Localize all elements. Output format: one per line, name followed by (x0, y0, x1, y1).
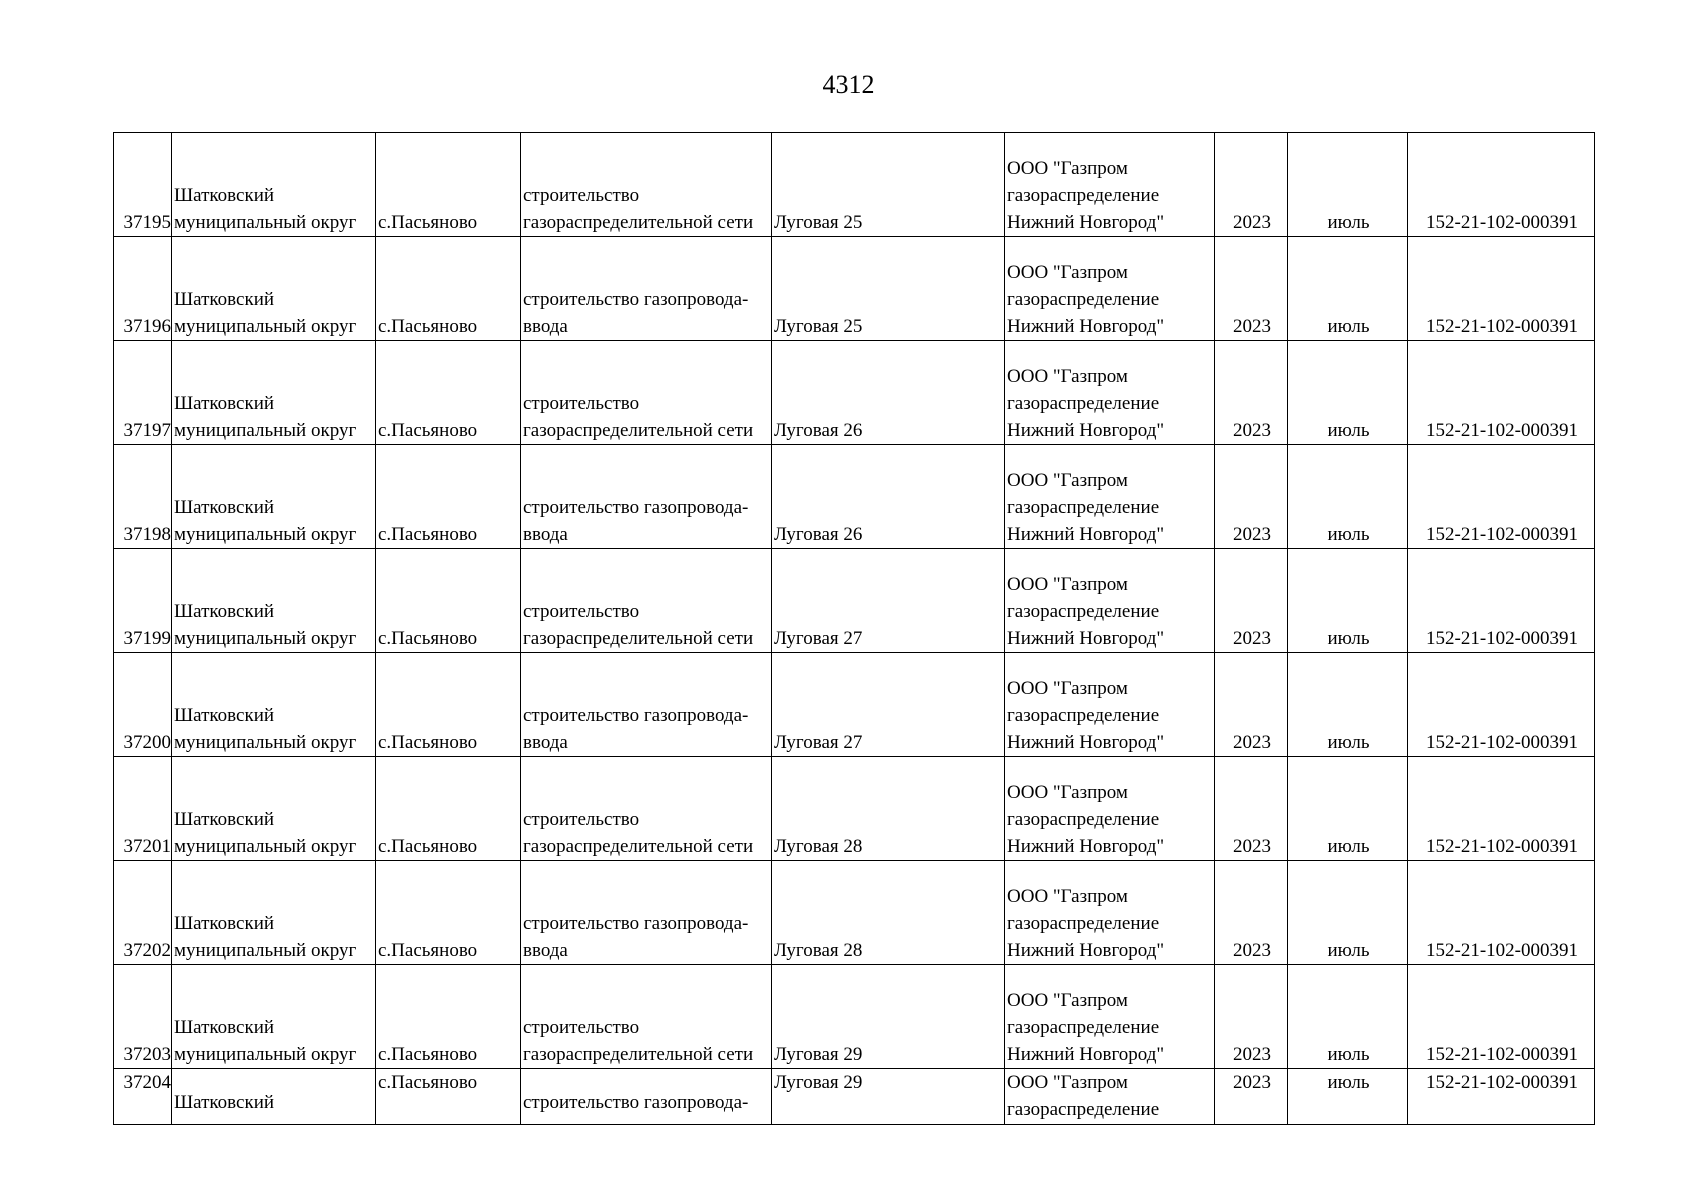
table-row (114, 445, 1595, 549)
cell-line: ввода (523, 732, 568, 753)
cell-line: ООО "Газпром (1007, 366, 1128, 387)
cell-line: Шатковский (174, 1092, 275, 1113)
year-cell: 2023 (1215, 653, 1288, 757)
cell-line: Шатковский (174, 497, 275, 518)
cell-line: муниципальный округ (174, 940, 357, 961)
cell-line: газораспределение (1007, 393, 1160, 414)
table-row (114, 861, 1595, 965)
year-cell: 2023 (1215, 549, 1288, 653)
row-number: 37197 (114, 341, 172, 445)
year-cell: 2023 (1215, 237, 1288, 341)
district-cell (172, 653, 376, 757)
cell-line: газораспределительной сети (523, 1044, 754, 1065)
address-cell: Луговая 26 (772, 445, 1005, 549)
row-number: 37200 (114, 653, 172, 757)
work-type-cell (521, 445, 772, 549)
cell-line: ООО "Газпром (1007, 1072, 1128, 1093)
district-cell (172, 549, 376, 653)
cell-line: газораспределительной сети (523, 212, 754, 233)
row-number: 37201 (114, 757, 172, 861)
district-cell (172, 237, 376, 341)
month-cell: июль (1288, 965, 1408, 1069)
cell-line: газораспределение (1007, 705, 1160, 726)
address-cell: Луговая 26 (772, 341, 1005, 445)
cell-line: газораспределение (1007, 601, 1160, 622)
row-number: 37195 (114, 133, 172, 237)
month-cell: июль (1288, 445, 1408, 549)
cell-line: Нижний Новгород" (1007, 524, 1165, 545)
cell-line: строительство (523, 185, 640, 206)
year-cell: 2023 (1215, 133, 1288, 237)
cell-line: Шатковский (174, 601, 275, 622)
cell-line: строительство (523, 1017, 640, 1038)
code-cell: 152-21-102-000391 (1408, 237, 1595, 341)
district-cell (172, 861, 376, 965)
district-cell (172, 341, 376, 445)
cell-line: муниципальный округ (174, 524, 357, 545)
code-cell: 152-21-102-000391 (1408, 757, 1595, 861)
owner-cell (1005, 965, 1215, 1069)
settlement-cell: с.Пасьяново (376, 861, 521, 965)
month-cell: июль (1288, 757, 1408, 861)
cell-line: Шатковский (174, 913, 275, 934)
month-cell: июль (1288, 237, 1408, 341)
district-cell (172, 965, 376, 1069)
district-cell (172, 1069, 376, 1125)
month-cell: июль (1288, 861, 1408, 965)
cell-line: ООО "Газпром (1007, 574, 1128, 595)
cell-line: Нижний Новгород" (1007, 836, 1165, 857)
table-row (114, 237, 1595, 341)
work-type-cell (521, 237, 772, 341)
cell-line: ООО "Газпром (1007, 990, 1128, 1011)
row-number: 37199 (114, 549, 172, 653)
table-row (114, 549, 1595, 653)
year-cell: 2023 (1215, 965, 1288, 1069)
cell-line: ООО "Газпром (1007, 470, 1128, 491)
cell-line: муниципальный округ (174, 1044, 357, 1065)
address-cell: Луговая 28 (772, 757, 1005, 861)
table-row (114, 133, 1595, 237)
district-cell (172, 133, 376, 237)
cell-line: муниципальный округ (174, 732, 357, 753)
year-cell: 2023 (1215, 1069, 1288, 1125)
cell-line: муниципальный округ (174, 212, 357, 233)
address-cell: Луговая 28 (772, 861, 1005, 965)
cell-line: Нижний Новгород" (1007, 940, 1165, 961)
cell-line: Шатковский (174, 185, 275, 206)
cell-line: строительство (523, 393, 640, 414)
row-number: 37196 (114, 237, 172, 341)
code-cell: 152-21-102-000391 (1408, 861, 1595, 965)
work-type-cell (521, 757, 772, 861)
cell-line: Нижний Новгород" (1007, 732, 1165, 753)
cell-line: газораспределение (1007, 1099, 1160, 1120)
cell-line: строительство газопровода- (523, 497, 749, 518)
address-cell: Луговая 29 (772, 1069, 1005, 1125)
cell-line: муниципальный округ (174, 836, 357, 857)
cell-line: газораспределение (1007, 185, 1160, 206)
owner-cell (1005, 757, 1215, 861)
cell-line: Шатковский (174, 1017, 275, 1038)
owner-cell (1005, 133, 1215, 237)
row-number: 37198 (114, 445, 172, 549)
code-cell: 152-21-102-000391 (1408, 133, 1595, 237)
owner-cell (1005, 1069, 1215, 1125)
cell-line: Нижний Новгород" (1007, 1044, 1165, 1065)
cell-line: ввода (523, 940, 568, 961)
cell-line: муниципальный округ (174, 316, 357, 337)
cell-line: Шатковский (174, 809, 275, 830)
cell-line: газораспределительной сети (523, 420, 754, 441)
month-cell: июль (1288, 133, 1408, 237)
cell-line: муниципальный округ (174, 628, 357, 649)
cell-line: строительство газопровода- (523, 1092, 749, 1113)
table-row (114, 757, 1595, 861)
owner-cell (1005, 653, 1215, 757)
cell-line: газораспределительной сети (523, 836, 754, 857)
month-cell: июль (1288, 341, 1408, 445)
cell-line: Шатковский (174, 289, 275, 310)
code-cell: 152-21-102-000391 (1408, 445, 1595, 549)
code-cell: 152-21-102-000391 (1408, 653, 1595, 757)
settlement-cell: с.Пасьяново (376, 1069, 521, 1125)
district-cell (172, 757, 376, 861)
row-number: 37202 (114, 861, 172, 965)
cell-line: ввода (523, 524, 568, 545)
code-cell: 152-21-102-000391 (1408, 965, 1595, 1069)
settlement-cell: с.Пасьяново (376, 237, 521, 341)
cell-line: газораспределение (1007, 809, 1160, 830)
work-type-cell (521, 1069, 772, 1125)
cell-line: газораспределение (1007, 289, 1160, 310)
cell-line: строительство газопровода- (523, 289, 749, 310)
settlement-cell: с.Пасьяново (376, 549, 521, 653)
cell-line: ввода (523, 316, 568, 337)
registry-rows (114, 133, 1595, 1125)
work-type-cell (521, 549, 772, 653)
code-cell: 152-21-102-000391 (1408, 1069, 1595, 1125)
owner-cell (1005, 237, 1215, 341)
cell-line: Шатковский (174, 393, 275, 414)
address-cell: Луговая 25 (772, 133, 1005, 237)
work-type-cell (521, 133, 772, 237)
address-cell: Луговая 25 (772, 237, 1005, 341)
cell-line: Нижний Новгород" (1007, 316, 1165, 337)
table-row (114, 965, 1595, 1069)
settlement-cell: с.Пасьяново (376, 757, 521, 861)
settlement-cell: с.Пасьяново (376, 965, 521, 1069)
month-cell: июль (1288, 653, 1408, 757)
settlement-cell: с.Пасьяново (376, 133, 521, 237)
address-cell: Луговая 27 (772, 549, 1005, 653)
row-number: 37203 (114, 965, 172, 1069)
cell-line: ООО "Газпром (1007, 886, 1128, 907)
cell-line: ООО "Газпром (1007, 782, 1128, 803)
owner-cell (1005, 341, 1215, 445)
cell-line: газораспределение (1007, 913, 1160, 934)
cell-line: Нижний Новгород" (1007, 212, 1165, 233)
year-cell: 2023 (1215, 757, 1288, 861)
cell-line: ООО "Газпром (1007, 262, 1128, 283)
settlement-cell: с.Пасьяново (376, 653, 521, 757)
code-cell: 152-21-102-000391 (1408, 549, 1595, 653)
district-cell (172, 445, 376, 549)
registry-table (113, 132, 1595, 1125)
owner-cell (1005, 861, 1215, 965)
cell-line: ООО "Газпром (1007, 158, 1128, 179)
code-cell: 152-21-102-000391 (1408, 341, 1595, 445)
row-number: 37204 (114, 1069, 172, 1125)
cell-line: строительство газопровода- (523, 705, 749, 726)
cell-line: строительство (523, 601, 640, 622)
work-type-cell (521, 341, 772, 445)
cell-line: строительство газопровода- (523, 913, 749, 934)
cell-line: Нижний Новгород" (1007, 628, 1165, 649)
cell-line: газораспределение (1007, 497, 1160, 518)
month-cell: июль (1288, 549, 1408, 653)
cell-line: газораспределительной сети (523, 628, 754, 649)
cell-line: Нижний Новгород" (1007, 420, 1165, 441)
settlement-cell: с.Пасьяново (376, 445, 521, 549)
year-cell: 2023 (1215, 445, 1288, 549)
work-type-cell (521, 965, 772, 1069)
page-number: 4312 (822, 70, 875, 99)
work-type-cell (521, 861, 772, 965)
table-row (114, 341, 1595, 445)
cell-line: ООО "Газпром (1007, 678, 1128, 699)
cell-line: строительство (523, 809, 640, 830)
owner-cell (1005, 445, 1215, 549)
address-cell: Луговая 29 (772, 965, 1005, 1069)
month-cell: июль (1288, 1069, 1408, 1125)
owner-cell (1005, 549, 1215, 653)
cell-line: муниципальный округ (174, 420, 357, 441)
settlement-cell: с.Пасьяново (376, 341, 521, 445)
year-cell: 2023 (1215, 341, 1288, 445)
table-row (114, 653, 1595, 757)
address-cell: Луговая 27 (772, 653, 1005, 757)
table-row (114, 1069, 1595, 1125)
year-cell: 2023 (1215, 861, 1288, 965)
work-type-cell (521, 653, 772, 757)
cell-line: Шатковский (174, 705, 275, 726)
cell-line: газораспределение (1007, 1017, 1160, 1038)
